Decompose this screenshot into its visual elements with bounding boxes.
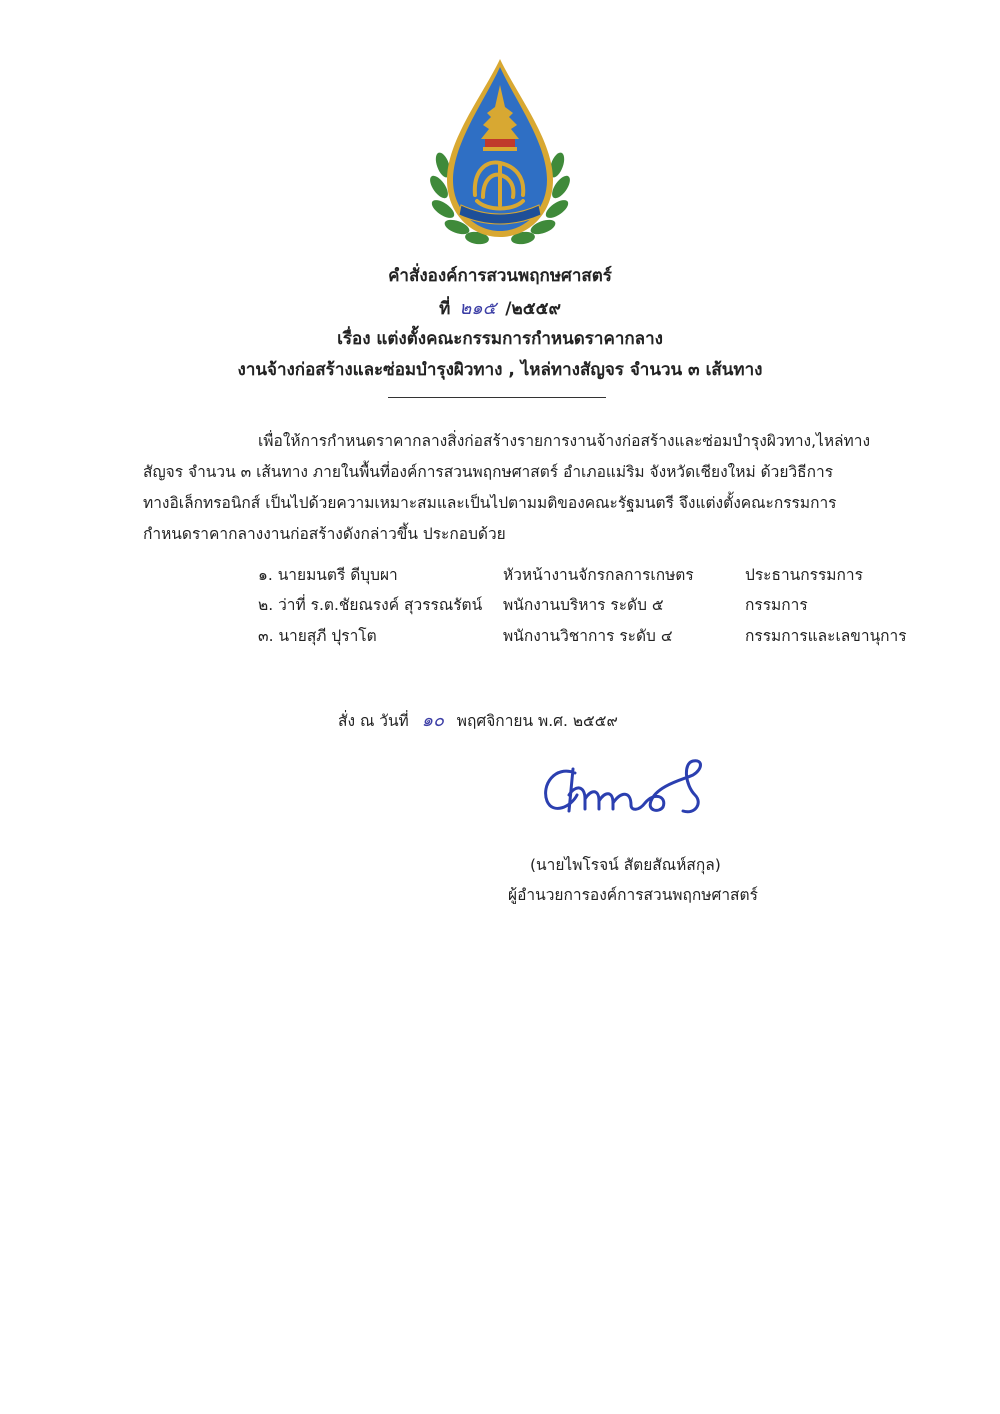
committee-member-name: ๒. ว่าที่ ร.ต.ชัยณรงค์ สุวรรณรัตน์: [258, 596, 483, 614]
committee-member-position: พนักงานวิชาการ ระดับ ๔: [503, 627, 673, 645]
order-number-handwritten: ๒๑๕: [459, 298, 497, 319]
committee-member-role: ประธานกรรมการ: [745, 566, 863, 584]
document-title: คำสั่งองค์การสวนพฤกษศาสตร์: [388, 266, 612, 286]
body-line-2: สัญจร จำนวน ๓ เส้นทาง ภายในพื้นที่องค์การสวนพฤกษศาสตร์ อำเภอแม่ริม จังหวัดเชียงใหม่ ด้วยวิธีการ: [143, 463, 834, 481]
order-prefix: ที่: [439, 299, 451, 319]
body-line-3: ทางอิเล็กทรอนิกส์ เป็นไปด้วยความเหมาะสมและเป็นไปตามมติของคณะรัฐมนตรี จึงแต่งตั้งคณะกรรมการ: [143, 494, 837, 512]
committee-member-name: ๑. นายมนตรี ดีบุบผา: [258, 566, 398, 584]
document-subject: เรื่อง แต่งตั้งคณะกรรมการกำหนดราคากลาง: [337, 329, 663, 349]
committee-member-position: พนักงานบริหาร ระดับ ๕: [503, 596, 664, 614]
work-title: งานจ้างก่อสร้างและซ่อมบำรุงผิวทาง , ไหล่ทางสัญจร จำนวน ๓ เส้นทาง: [237, 360, 763, 380]
body-line-1: เพื่อให้การกำหนดราคากลางสิ่งก่อสร้างรายการงานจ้างก่อสร้างและซ่อมบำรุงผิวทาง,ไหล่ทาง: [258, 432, 871, 450]
committee-member-role: กรรมการและเลขานุการ: [745, 627, 907, 645]
body-line-4: กำหนดราคากลางงานก่อสร้างดังกล่าวขึ้น ประกอบด้วย: [143, 525, 506, 543]
header-divider: [388, 397, 606, 398]
signer-position: ผู้อำนวยการองค์การสวนพฤกษศาสตร์: [508, 886, 758, 904]
order-year: /๒๕๕๙: [505, 299, 561, 319]
signer-name: (นายไพโรจน์ สัตยสัณห์สกุล): [530, 856, 721, 874]
organization-emblem: [425, 55, 575, 250]
order-date-line: [338, 705, 618, 734]
committee-member-position: หัวหน้างานจักรกลการเกษตร: [503, 566, 694, 584]
signature-icon: [535, 755, 725, 825]
date-day-handwritten: ๑๐: [421, 710, 444, 731]
emblem-icon: [425, 55, 575, 250]
order-number-line: [0, 293, 1000, 322]
date-suffix: พฤศจิกายน พ.ศ. ๒๕๕๙: [456, 712, 618, 730]
committee-member-name: ๓. นายสุภี ปุราโต: [258, 627, 377, 645]
date-prefix: สั่ง ณ วันที่: [338, 712, 409, 730]
signature: [535, 755, 725, 825]
committee-member-role: กรรมการ: [745, 596, 808, 614]
